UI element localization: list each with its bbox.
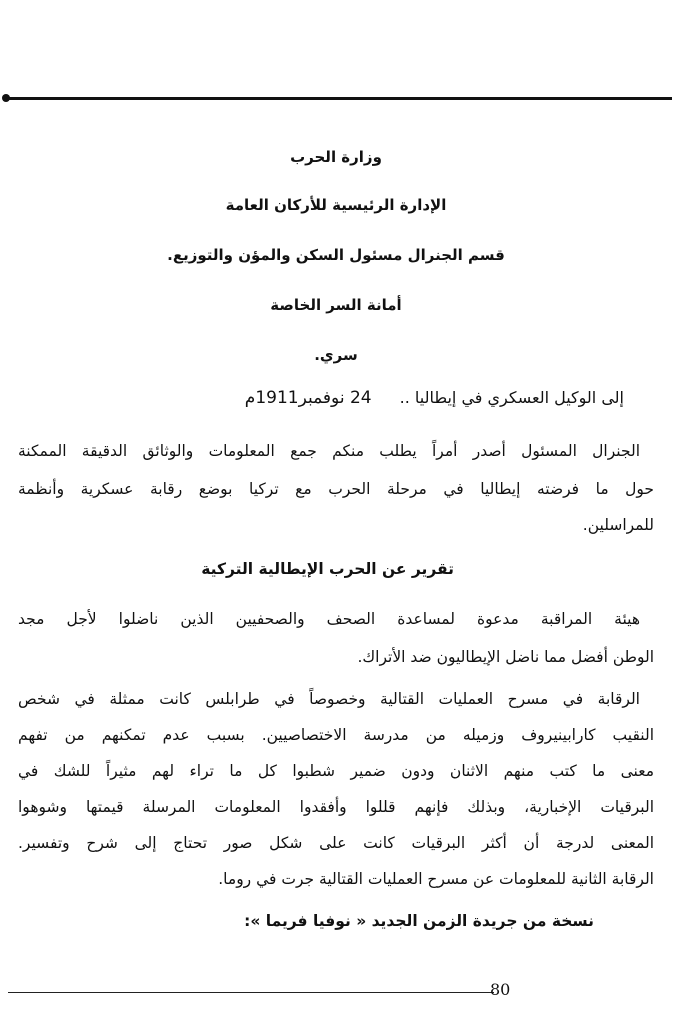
department-heading: قسم الجنرال مسئول السكن والمؤن والتوزيع. [167, 246, 505, 264]
document-page [18, 0, 654, 1024]
paragraph-line: الرقابة في مسرح العمليات القتالية وخصوصاً في طرابلس كانت ممثلة في شخص [18, 690, 640, 708]
paragraph-line: النقيب كارابينيروف وزميله من مدرسة الاختصاصيين. بسبب عدم تمكنهم من تفهم [18, 726, 654, 744]
page-number: 80 [490, 980, 511, 999]
paragraph-line: البرقيات الإخبارية، وبذلك فإنهم قللوا وأفقدوا المعلومات المرسلة قيمتها وشوهوا [18, 798, 654, 816]
directorate-heading: الإدارة الرئيسية للأركان العامة [225, 196, 447, 214]
paragraph-line: الوطن أفضل مما ناضل الإيطاليون ضد الأتراك. [357, 648, 654, 666]
date-text: 24 نوفمبر1911م [244, 388, 372, 408]
paragraph-line: معنى ما كتب منهم الاثنان ودون ضمير شطبوا كل ما تراء لهم مثيراً للشك في [18, 762, 654, 780]
secretariat-heading: أمانة السر الخاصة [270, 296, 402, 314]
paragraph-line: حول ما فرضته إيطاليا في مرحلة الحرب مع تركيا بوضع رقابة عسكرية وأنظمة [18, 480, 654, 498]
classification-label: سري. [314, 346, 358, 364]
paragraph-line: الرقابة الثانية للمعلومات عن مسرح العمليات القتالية جرت في روما. [218, 870, 654, 888]
report-title: تقرير عن الحرب الإيطالية التركية [201, 560, 454, 578]
paragraph-line: هيئة المراقبة مدعوة لمساعدة الصحف والصحفيين الذين ناضلوا لأجل مجد [18, 610, 640, 628]
ministry-heading: وزارة الحرب [290, 148, 382, 166]
paragraph-line: المعنى لدرجة أن أكثر البرقيات كانت على شكل صور تحتاج إلى شرح وتفسير. [18, 834, 654, 852]
paragraph-line: الجنرال المسئول أصدر أمراً يطلب منكم جمع المعلومات والوثائق الدقيقة الممكنة [18, 442, 640, 460]
paragraph-line: للمراسلين. [582, 516, 654, 534]
footer-rule [8, 992, 494, 993]
dateline [245, 388, 624, 408]
recipient-text: إلى الوكيل العسكري في إيطاليا .. [399, 388, 624, 407]
quote-intro: نسخة من جريدة الزمن الجديد « نوفيا فريما »: [244, 912, 594, 930]
